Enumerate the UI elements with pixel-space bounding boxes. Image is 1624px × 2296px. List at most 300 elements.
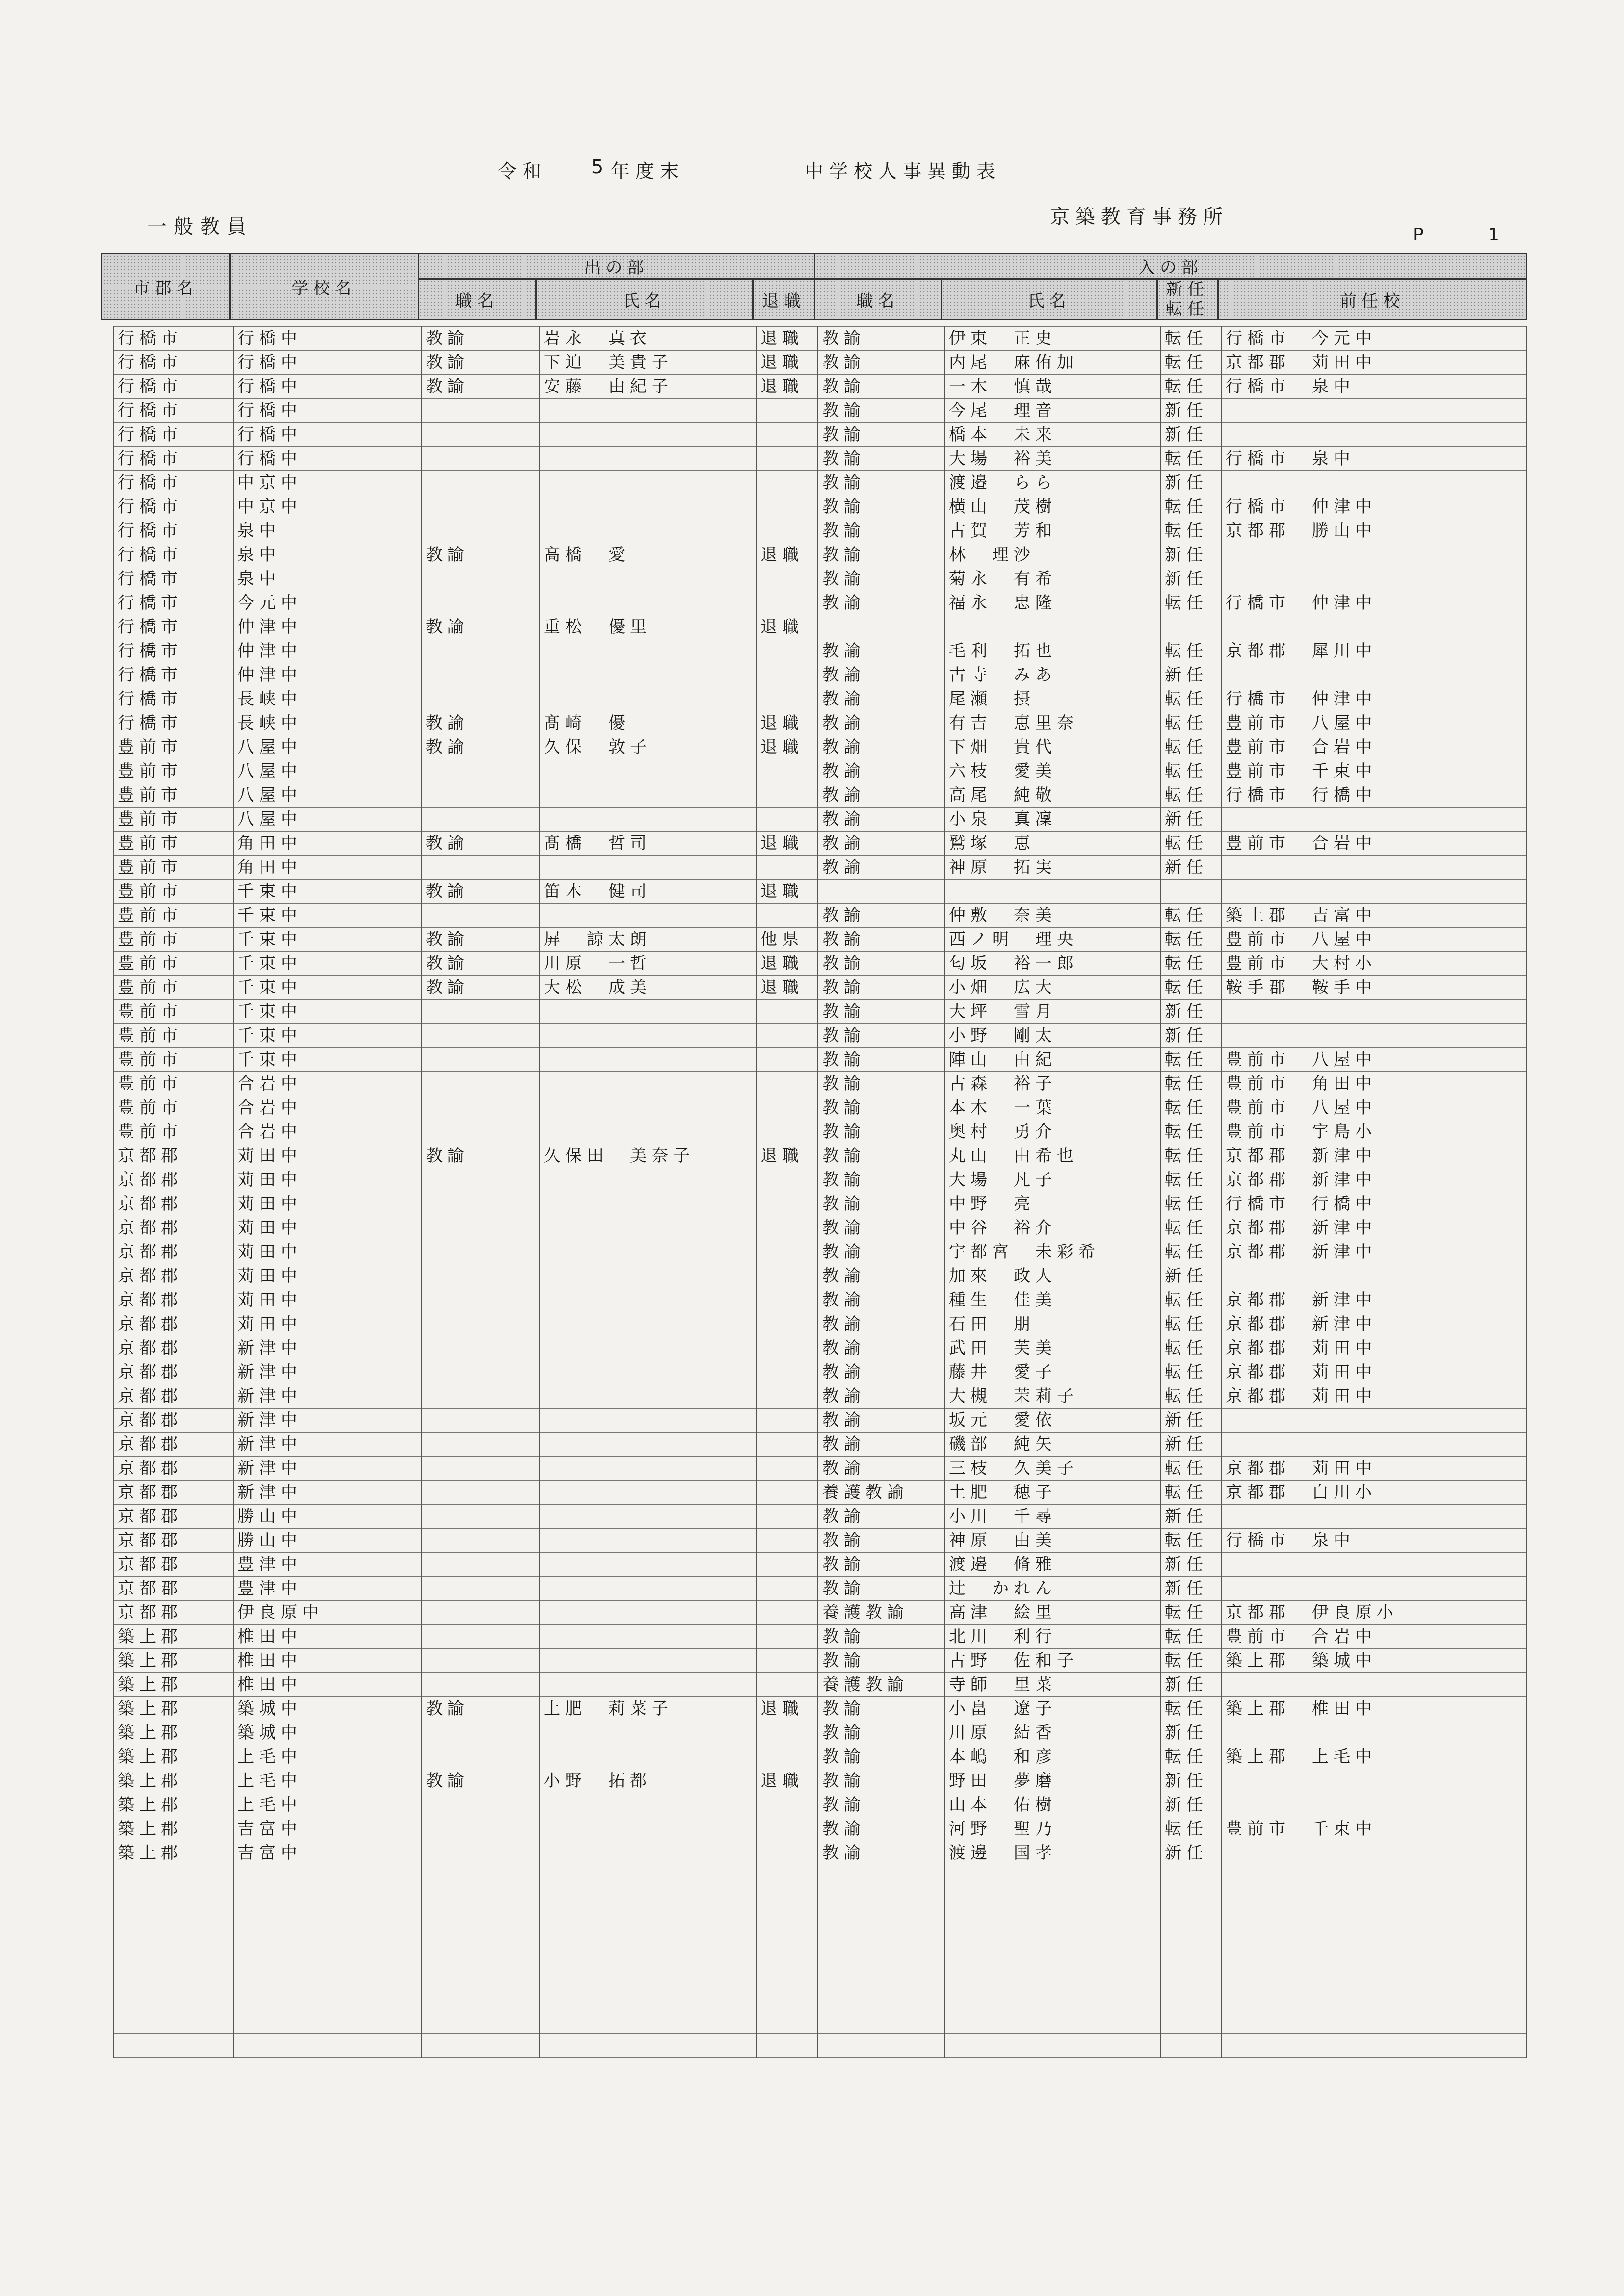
cell-school: 苅田中: [233, 1144, 421, 1168]
table-row: [113, 1240, 1526, 1264]
cell-in-type: 転任: [1160, 687, 1221, 711]
cell-in-position: 教諭: [818, 1096, 944, 1120]
cell-out-reason: [756, 1961, 818, 1985]
cell-out-position: [421, 1745, 539, 1769]
cell-in-name: 野田 夢磨: [944, 1769, 1160, 1793]
table-row: [113, 1913, 1526, 1937]
table-row: [113, 1264, 1526, 1288]
cell-city: 京都郡: [113, 1336, 233, 1360]
cell-school: [233, 1985, 421, 2009]
header-out-group: 出の部: [419, 254, 815, 279]
cell-in-position: 教諭: [818, 495, 944, 519]
cell-out-position: [421, 1336, 539, 1360]
cell-prev-school: [1221, 1553, 1526, 1577]
table-body: [113, 327, 1526, 2058]
cell-in-type: 新任: [1160, 543, 1221, 567]
cell-city: 築上郡: [113, 1625, 233, 1649]
cell-in-position: 教諭: [818, 1072, 944, 1096]
cell-school: 上毛中: [233, 1745, 421, 1769]
cell-prev-school: 京都郡 新津中: [1221, 1240, 1526, 1264]
cell-out-reason: [756, 1673, 818, 1697]
cell-out-position: [421, 1577, 539, 1601]
cell-in-name: [944, 1889, 1160, 1913]
cell-prev-school: 行橋市 仲津中: [1221, 495, 1526, 519]
cell-in-position: 教諭: [818, 663, 944, 687]
cell-out-position: [421, 1433, 539, 1457]
cell-school: 八屋中: [233, 735, 421, 759]
table-row: [113, 1793, 1526, 1817]
cell-out-name: [539, 1889, 756, 1913]
cell-in-position: 養護教諭: [818, 1673, 944, 1697]
cell-out-reason: 退職: [756, 351, 818, 375]
table-row: [113, 1529, 1526, 1553]
cell-in-name: 渡邊 国孝: [944, 1841, 1160, 1865]
cell-out-name: [539, 1745, 756, 1769]
cell-school: 新津中: [233, 1360, 421, 1384]
cell-out-name: [539, 423, 756, 447]
cell-in-type: 転任: [1160, 1072, 1221, 1096]
cell-out-reason: 退職: [756, 615, 818, 639]
cell-out-reason: [756, 1096, 818, 1120]
cell-school: 泉中: [233, 543, 421, 567]
cell-out-reason: [756, 856, 818, 880]
cell-in-name: 福永 忠隆: [944, 591, 1160, 615]
cell-out-name: [539, 1192, 756, 1216]
cell-in-position: [818, 615, 944, 639]
cell-in-name: 一木 慎哉: [944, 375, 1160, 399]
cell-out-position: [421, 1721, 539, 1745]
cell-in-name: 磯部 純矢: [944, 1433, 1160, 1457]
cell-in-position: 教諭: [818, 1409, 944, 1433]
cell-out-reason: [756, 1529, 818, 1553]
cell-school: 行橋中: [233, 327, 421, 351]
cell-out-reason: [756, 1721, 818, 1745]
cell-prev-school: [1221, 856, 1526, 880]
cell-in-position: 教諭: [818, 1457, 944, 1481]
cell-school: 中京中: [233, 495, 421, 519]
cell-city: 築上郡: [113, 1649, 233, 1673]
cell-out-name: [539, 1577, 756, 1601]
cell-out-position: [421, 1409, 539, 1433]
cell-school: 長峡中: [233, 711, 421, 735]
cell-out-reason: 退職: [756, 711, 818, 735]
cell-out-reason: [756, 1360, 818, 1384]
cell-out-name: [539, 1649, 756, 1673]
cell-school: 千束中: [233, 1000, 421, 1024]
cell-prev-school: 京都郡 新津中: [1221, 1312, 1526, 1336]
cell-out-name: [539, 1409, 756, 1433]
cell-school: 千束中: [233, 1024, 421, 1048]
cell-prev-school: [1221, 1937, 1526, 1961]
table-row: [113, 1937, 1526, 1961]
cell-in-type: 転任: [1160, 735, 1221, 759]
cell-out-position: [421, 1312, 539, 1336]
cell-out-position: [421, 1096, 539, 1120]
page-number: P 1: [1413, 225, 1529, 245]
cell-in-position: 教諭: [818, 928, 944, 952]
cell-out-position: 教諭: [421, 375, 539, 399]
cell-school: 千束中: [233, 880, 421, 904]
table-row: [113, 1721, 1526, 1745]
table-row: [113, 351, 1526, 375]
cell-out-reason: [756, 399, 818, 423]
cell-city: 豊前市: [113, 759, 233, 783]
cell-in-name: 寺師 里菜: [944, 1673, 1160, 1697]
cell-out-position: [421, 1889, 539, 1913]
cell-prev-school: [1221, 1505, 1526, 1529]
table-row: [113, 1168, 1526, 1192]
table-row: [113, 1553, 1526, 1577]
cell-out-name: 下迫 美貴子: [539, 351, 756, 375]
cell-in-position: 教諭: [818, 783, 944, 808]
table-row: [113, 471, 1526, 495]
cell-in-type: 新任: [1160, 1024, 1221, 1048]
cell-out-position: [421, 687, 539, 711]
cell-school: 千束中: [233, 904, 421, 928]
cell-out-position: [421, 783, 539, 808]
cell-city: 豊前市: [113, 976, 233, 1000]
cell-school: 角田中: [233, 856, 421, 880]
cell-school: 椎田中: [233, 1625, 421, 1649]
cell-city: 行橋市: [113, 543, 233, 567]
table-row: [113, 952, 1526, 976]
cell-prev-school: 築上郡 椎田中: [1221, 1697, 1526, 1721]
cell-school: 八屋中: [233, 759, 421, 783]
cell-in-name: 菊永 有希: [944, 567, 1160, 591]
cell-out-position: [421, 2009, 539, 2034]
cell-out-name: [539, 759, 756, 783]
cell-in-position: 教諭: [818, 1433, 944, 1457]
table-row: [113, 447, 1526, 471]
table-row: [113, 2034, 1526, 2058]
cell-school: 八屋中: [233, 783, 421, 808]
column-header: [101, 253, 1527, 320]
cell-in-type: 転任: [1160, 1216, 1221, 1240]
cell-in-position: 教諭: [818, 1048, 944, 1072]
cell-in-name: [944, 2034, 1160, 2058]
cell-in-position: 教諭: [818, 735, 944, 759]
table-row: [113, 711, 1526, 735]
cell-in-name: 川原 結香: [944, 1721, 1160, 1745]
cell-prev-school: [1221, 1985, 1526, 2009]
cell-in-name: 毛利 拓也: [944, 639, 1160, 663]
cell-school: 豊津中: [233, 1577, 421, 1601]
cell-in-position: 教諭: [818, 1144, 944, 1168]
cell-prev-school: [1221, 1673, 1526, 1697]
cell-out-position: 教諭: [421, 928, 539, 952]
cell-in-name: [944, 1865, 1160, 1889]
cell-in-type: 転任: [1160, 1336, 1221, 1360]
cell-out-position: [421, 1673, 539, 1697]
cell-out-reason: [756, 1000, 818, 1024]
cell-school: [233, 1913, 421, 1937]
cell-in-name: [944, 1913, 1160, 1937]
cell-in-type: 転任: [1160, 711, 1221, 735]
cell-out-position: [421, 1913, 539, 1937]
cell-out-reason: [756, 495, 818, 519]
cell-prev-school: [1221, 808, 1526, 832]
cell-out-reason: 退職: [756, 375, 818, 399]
cell-out-reason: [756, 759, 818, 783]
header-prev-school: 前任校: [1218, 279, 1527, 320]
header-out-position: 職名: [419, 279, 536, 320]
cell-school: [233, 2034, 421, 2058]
cell-in-position: [818, 2034, 944, 2058]
cell-city: 行橋市: [113, 375, 233, 399]
cell-city: 行橋市: [113, 447, 233, 471]
cell-out-name: [539, 1721, 756, 1745]
cell-school: [233, 1889, 421, 1913]
cell-out-reason: [756, 1625, 818, 1649]
cell-prev-school: 豊前市 千束中: [1221, 759, 1526, 783]
cell-out-name: 岩永 真衣: [539, 327, 756, 351]
cell-out-reason: [756, 2034, 818, 2058]
cell-prev-school: 行橋市 行橋中: [1221, 1192, 1526, 1216]
cell-school: 千束中: [233, 976, 421, 1000]
table-row: [113, 1336, 1526, 1360]
cell-in-position: 教諭: [818, 1841, 944, 1865]
header-school: 学校名: [230, 254, 419, 320]
document-title: [0, 156, 1624, 185]
cell-out-name: [539, 1288, 756, 1312]
cell-in-position: 教諭: [818, 1697, 944, 1721]
cell-in-type: 転任: [1160, 1457, 1221, 1481]
table-row: [113, 399, 1526, 423]
cell-in-name: 有吉 恵里奈: [944, 711, 1160, 735]
cell-in-type: 新任: [1160, 1000, 1221, 1024]
cell-in-position: 教諭: [818, 471, 944, 495]
cell-in-name: 今尾 理音: [944, 399, 1160, 423]
table-row: [113, 639, 1526, 663]
cell-out-reason: [756, 687, 818, 711]
cell-out-position: 教諭: [421, 1697, 539, 1721]
cell-out-reason: [756, 1264, 818, 1288]
cell-out-name: [539, 567, 756, 591]
cell-in-name: [944, 1937, 1160, 1961]
cell-in-type: 新任: [1160, 471, 1221, 495]
cell-out-position: [421, 423, 539, 447]
cell-city: 築上郡: [113, 1745, 233, 1769]
cell-out-position: [421, 1481, 539, 1505]
cell-out-position: [421, 1024, 539, 1048]
cell-in-position: 教諭: [818, 591, 944, 615]
cell-in-position: [818, 2009, 944, 2034]
cell-city: 豊前市: [113, 1120, 233, 1144]
table-row: [113, 375, 1526, 399]
cell-city: 築上郡: [113, 1793, 233, 1817]
cell-school: [233, 1961, 421, 1985]
cell-out-name: 小野 拓都: [539, 1769, 756, 1793]
cell-school: 長峡中: [233, 687, 421, 711]
cell-in-name: 河野 聖乃: [944, 1817, 1160, 1841]
table-row: [113, 1288, 1526, 1312]
cell-out-position: [421, 1553, 539, 1577]
cell-in-position: 教諭: [818, 1360, 944, 1384]
cell-in-name: 種生 佳美: [944, 1288, 1160, 1312]
cell-out-reason: [756, 1481, 818, 1505]
cell-out-position: 教諭: [421, 543, 539, 567]
cell-in-type: 転任: [1160, 1288, 1221, 1312]
cell-in-type: 新任: [1160, 1264, 1221, 1288]
table-row: [113, 1697, 1526, 1721]
cell-prev-school: 京都郡 勝山中: [1221, 519, 1526, 543]
cell-out-reason: [756, 447, 818, 471]
cell-city: 行橋市: [113, 519, 233, 543]
cell-prev-school: [1221, 663, 1526, 687]
cell-out-reason: 退職: [756, 327, 818, 351]
cell-city: [113, 1889, 233, 1913]
cell-school: 行橋中: [233, 399, 421, 423]
year-label: 5: [591, 156, 609, 178]
cell-in-name: 鷲塚 恵: [944, 832, 1160, 856]
cell-in-name: 大場 凡子: [944, 1168, 1160, 1192]
cell-in-type: 転任: [1160, 928, 1221, 952]
cell-prev-school: 築上郡 上毛中: [1221, 1745, 1526, 1769]
cell-in-type: 転任: [1160, 1120, 1221, 1144]
table-row: [113, 735, 1526, 759]
cell-school: 上毛中: [233, 1793, 421, 1817]
cell-prev-school: [1221, 2034, 1526, 2058]
cell-in-type: [1160, 1937, 1221, 1961]
cell-out-position: 教諭: [421, 880, 539, 904]
cell-prev-school: 豊前市 宇島小: [1221, 1120, 1526, 1144]
cell-school: 苅田中: [233, 1312, 421, 1336]
cell-prev-school: 行橋市 泉中: [1221, 375, 1526, 399]
cell-in-position: 教諭: [818, 1120, 944, 1144]
cell-city: 豊前市: [113, 880, 233, 904]
cell-city: 豊前市: [113, 832, 233, 856]
cell-out-name: [539, 1360, 756, 1384]
cell-in-name: [944, 880, 1160, 904]
cell-prev-school: 築上郡 築城中: [1221, 1649, 1526, 1673]
cell-prev-school: [1221, 880, 1526, 904]
cell-school: [233, 2009, 421, 2034]
cell-prev-school: 豊前市 八屋中: [1221, 928, 1526, 952]
table-row: [113, 880, 1526, 904]
cell-city: 豊前市: [113, 1000, 233, 1024]
cell-school: 泉中: [233, 567, 421, 591]
cell-prev-school: [1221, 1024, 1526, 1048]
cell-out-position: [421, 639, 539, 663]
table-row: [113, 591, 1526, 615]
cell-out-reason: [756, 783, 818, 808]
cell-city: 行橋市: [113, 351, 233, 375]
cell-in-name: 西ノ明 理央: [944, 928, 1160, 952]
cell-out-reason: [756, 663, 818, 687]
cell-in-type: 転任: [1160, 1384, 1221, 1409]
cell-out-reason: [756, 1409, 818, 1433]
cell-out-reason: 退職: [756, 1697, 818, 1721]
cell-prev-school: 豊前市 合岩中: [1221, 1625, 1526, 1649]
cell-in-position: 教諭: [818, 375, 944, 399]
cell-prev-school: [1221, 1409, 1526, 1433]
cell-in-name: 石田 朋: [944, 1312, 1160, 1336]
table-row: [113, 1024, 1526, 1048]
cell-city: 行橋市: [113, 567, 233, 591]
cell-in-name: 坂元 愛依: [944, 1409, 1160, 1433]
cell-out-name: [539, 1841, 756, 1865]
cell-city: 豊前市: [113, 1048, 233, 1072]
cell-in-name: 中谷 裕介: [944, 1216, 1160, 1240]
cell-in-type: 新任: [1160, 1505, 1221, 1529]
cell-out-name: [539, 1961, 756, 1985]
year-suffix-label: 年度末: [611, 160, 685, 182]
cell-in-type: 新任: [1160, 808, 1221, 832]
cell-city: 行橋市: [113, 495, 233, 519]
cell-in-type: 転任: [1160, 1360, 1221, 1384]
cell-out-name: [539, 687, 756, 711]
cell-out-position: [421, 519, 539, 543]
header-in-name: 氏名: [942, 279, 1157, 320]
cell-in-name: 中野 亮: [944, 1192, 1160, 1216]
cell-prev-school: [1221, 1721, 1526, 1745]
cell-school: 行橋中: [233, 375, 421, 399]
table-row: [113, 1625, 1526, 1649]
cell-out-position: [421, 1793, 539, 1817]
cell-out-name: [539, 1384, 756, 1409]
cell-prev-school: 豊前市 大村小: [1221, 952, 1526, 976]
cell-in-position: [818, 1865, 944, 1889]
cell-out-position: [421, 1457, 539, 1481]
cell-out-reason: [756, 1336, 818, 1360]
cell-out-name: [539, 856, 756, 880]
cell-in-name: 古寺 みあ: [944, 663, 1160, 687]
cell-in-position: [818, 1937, 944, 1961]
cell-school: 中京中: [233, 471, 421, 495]
cell-in-type: 転任: [1160, 1529, 1221, 1553]
cell-prev-school: 京都郡 伊良原小: [1221, 1601, 1526, 1625]
cell-city: 豊前市: [113, 928, 233, 952]
cell-out-position: [421, 1240, 539, 1264]
cell-in-name: 小川 千尋: [944, 1505, 1160, 1529]
cell-out-reason: [756, 1985, 818, 2009]
cell-in-position: [818, 880, 944, 904]
cell-city: 豊前市: [113, 904, 233, 928]
table-row: [113, 783, 1526, 808]
cell-prev-school: 行橋市 今元中: [1221, 327, 1526, 351]
cell-out-name: [539, 447, 756, 471]
cell-out-position: [421, 856, 539, 880]
cell-prev-school: [1221, 1841, 1526, 1865]
cell-city: [113, 1961, 233, 1985]
table-row: [113, 1889, 1526, 1913]
cell-school: 今元中: [233, 591, 421, 615]
cell-in-type: [1160, 2009, 1221, 2034]
cell-school: 苅田中: [233, 1168, 421, 1192]
cell-out-position: [421, 1961, 539, 1985]
cell-out-position: [421, 808, 539, 832]
cell-in-type: 転任: [1160, 1697, 1221, 1721]
cell-out-position: 教諭: [421, 615, 539, 639]
cell-out-position: 教諭: [421, 735, 539, 759]
cell-prev-school: 鞍手郡 鞍手中: [1221, 976, 1526, 1000]
cell-prev-school: [1221, 1433, 1526, 1457]
cell-out-position: [421, 2034, 539, 2058]
cell-out-reason: 退職: [756, 880, 818, 904]
cell-out-position: [421, 399, 539, 423]
cell-out-name: [539, 904, 756, 928]
era-label: 令和: [498, 160, 548, 182]
cell-in-type: [1160, 880, 1221, 904]
cell-in-name: 藤井 愛子: [944, 1360, 1160, 1384]
cell-in-type: 転任: [1160, 1817, 1221, 1841]
cell-in-name: 古賀 芳和: [944, 519, 1160, 543]
cell-out-name: [539, 1553, 756, 1577]
cell-in-name: 大坪 雪月: [944, 1000, 1160, 1024]
cell-prev-school: 行橋市 仲津中: [1221, 687, 1526, 711]
cell-school: 新津中: [233, 1481, 421, 1505]
cell-in-name: 三枝 久美子: [944, 1457, 1160, 1481]
